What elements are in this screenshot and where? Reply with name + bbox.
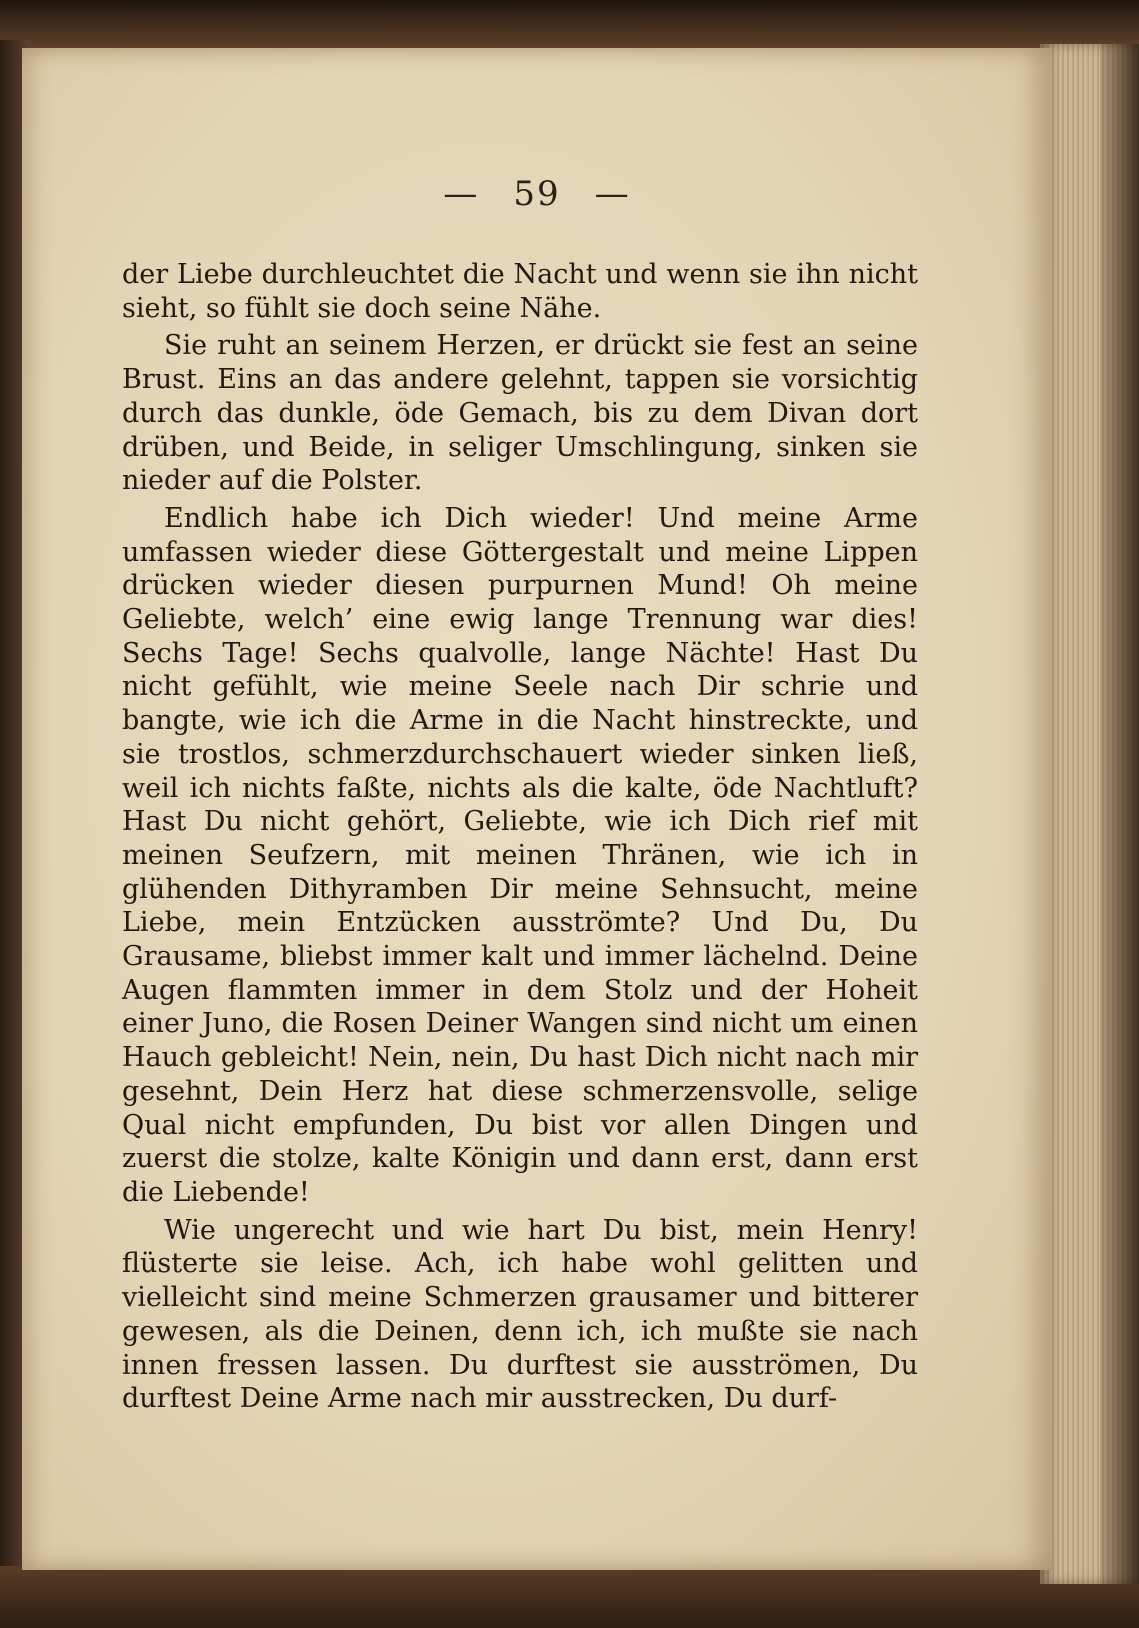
page-body xyxy=(122,258,918,1416)
page-number-dash-left: — xyxy=(443,174,480,214)
paragraph-continuation: der Liebe durchleuchtet die Nacht und wenn sie ihn nicht sieht, so fühlt sie doch seine Nähe. xyxy=(122,259,918,324)
book-page xyxy=(22,48,1052,1570)
paragraph: Wie ungerecht und wie hart Du bist, mein Henry! flüsterte sie leise. Ach, ich habe wohl gelitten und vielleicht sind meine Schmerzen grausamer und bitterer gewesen, als die Deinen, denn ich, ich mußte sie nach innen fressen lassen. Du durftest sie ausströmen, Du durftest Deine Arme nach mir ausstrecken, Du durf- xyxy=(122,1214,918,1415)
page-number-line xyxy=(22,174,1052,214)
book-cover-bottom xyxy=(0,1566,1139,1628)
paragraph: Endlich habe ich Dich wieder! Und meine Arme umfassen wieder diese Göttergestalt und meine Lippen drücken wieder diesen purpurnen Mund! Oh meine Geliebte, welch’ eine ewig lange Trennung war dies! Sechs Tage! Sechs qualvolle, lange Nächte! Hast Du nicht gefühlt, wie meine Seele nach Dir schrie und bangte, wie ich die Arme in die Nacht hinstreckte, und sie trostlos, schmerzdurchschauert wieder sinken ließ, weil ich nichts faßte, nichts als die kalte, öde Nachtluft? Hast Du nicht gehört, Geliebte, wie ich Dich rief mit meinen Seufzern, mit meinen Thränen, wie ich in glühenden Dithyramben Dir meine Sehnsucht, meine Liebe, mein Entzücken ausströmte? Und Du, Du Grausame, bliebst immer kalt und immer lächelnd. Deine Augen flammten immer in dem Stolz und der Hoheit einer Juno, die Rosen Deiner Wangen sind nicht um einen Hauch gebleicht! Nein, nein, Du hast Dich nicht nach mir gesehnt, Dein Herz hat diese schmerzensvolle, selige Qual nicht empfunden, Du bist vor allen Dingen und zuerst die stolze, kalte Königin und dann erst, dann erst die Liebende! xyxy=(122,502,918,1208)
page-number: 59 xyxy=(513,174,561,214)
page-number-dash-right: — xyxy=(594,174,631,214)
page-edges-shadow xyxy=(1100,44,1139,1584)
paragraph: Sie ruht an seinem Herzen, er drückt sie fest an seine Brust. Eins an das andere gelehnt, tappen sie vorsichtig durch das dunkle, öde Gemach, bis zu dem Divan dort drüben, und Beide, in seliger Umschlingung, sinken sie nieder auf die Polster. xyxy=(122,330,918,497)
